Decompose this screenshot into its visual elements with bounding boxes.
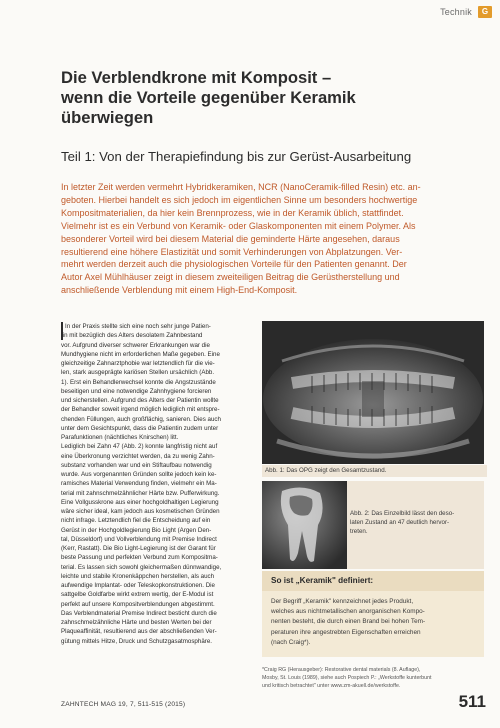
lead-line: Autor Axel Mühlhäuser zeigt in diesem zweiteiligen Beitrag die Gerüstherstellung und	[61, 272, 400, 283]
journal-citation: ZAHNTECH MAG 19, 7, 511-515 (2015)	[61, 701, 186, 708]
body-line: vor. Aufgrund diverser schwerer Erkrankungen war die	[61, 341, 210, 349]
body-line: 1). Erst ein Behandlerwechsel konnte die Angstzustände	[61, 378, 216, 386]
body-text-column	[61, 322, 257, 646]
info-box-title: So ist „Keramik" definiert:	[271, 576, 374, 585]
info-line: (nach Craig*).	[271, 638, 311, 646]
body-line: Das Verblendmaterial Premise Indirect besticht durch die	[61, 609, 217, 617]
info-box-text	[271, 597, 479, 648]
body-line: Plaqueaffinität, resultierend aus der abschließenden Ver-	[61, 628, 217, 636]
figure-tooth-xray	[262, 481, 347, 569]
lead-line: resultierend eine höhere Elastizität und somit Verhinderungen von Abplatzungen. Ver-	[61, 246, 403, 257]
lead-line: besonderer Vorteil wird bei diesem Material die geminderte Härte angesehen, daraus	[61, 233, 400, 244]
figure-opg-xray	[262, 321, 484, 464]
body-line: Parafunktionen (nächtliches Knirschen) litt.	[61, 434, 179, 441]
opg-xray-image	[262, 321, 484, 464]
body-line: gleichzeitige Zahnarztphobie war letztendlich für die vie-	[61, 360, 215, 367]
body-line: (Kerr, Rastatt). Die Bio Light-Legierung ist der Garant für	[61, 545, 216, 552]
lead-line: In letzter Zeit werden vermehrt Hybridkeramiken, NCR (NanoCeramik-filled Resin) etc. an-	[61, 182, 421, 192]
lead-line: geboten. Hierbei handelt es sich jedoch im eigentlichen Sinne um besonders hochwertige	[61, 194, 418, 205]
body-line: perfekt auf unsere Kompositverblendungen abgestimmt.	[61, 600, 215, 608]
footnote-line: und kritisch betrachtet" unter www.zm-akuell.de/werkstoffe.	[262, 683, 401, 689]
body-line: beste Passung und perfekten Verbund zum Kompositma-	[61, 554, 218, 562]
info-line: peraturen ihre angestrebten Eigenschaften erreichen	[271, 628, 421, 636]
lead-line: Vielmehr ist es ein Verbund von Keramik- oder Glaskomponenten mit einem Polymer. Als	[61, 220, 416, 231]
body-line: wurde. Aus vorgenannten Gründen sollte jedoch kein ke-	[61, 471, 217, 478]
body-line: In der Praxis stellte sich eine noch sehr junge Patien-	[65, 323, 211, 330]
body-line: Lediglich bei Zahn 47 (Abb. 2) konnte langfristig nicht auf	[61, 443, 218, 451]
page-number: 511	[458, 692, 486, 711]
body-line: tal, Düsseldorf) und Vollverblendung mit Premise Indirect	[61, 535, 217, 543]
title-line: überwiegen	[61, 108, 154, 127]
body-line: chenden Füllungen, auch großflächig, sanieren. Dies auch	[61, 415, 221, 423]
body-line: terial. Es lassen sich sowohl gleichermaßen dünnwandige,	[61, 563, 222, 571]
body-line: Mundhygiene nicht im erforderlichen Maße gegeben. Eine	[61, 350, 220, 358]
body-line: unter dem Gesichtspunkt, dass die Patientin zudem unter	[61, 424, 219, 432]
lead-line: anschließende Verblendung mit einem High-End-Komposit.	[61, 285, 298, 296]
section-tab-icon: G	[478, 6, 492, 18]
body-line: beseitigen und eine notwendige Zahnhygiene forcieren	[61, 387, 212, 395]
body-line: aufwendige Implantat- oder Teleskopkonstruktionen. Die	[61, 582, 215, 589]
lead-line: mehrt werden derzeit auch die physiologischen Vorteile für den Patienten genannt. Der	[61, 259, 407, 270]
body-line: nicht infrage. Letztendlich fiel die Entscheidung auf ein	[61, 517, 211, 525]
body-line: der Behandler soweit irgend möglich lediglich mit entspre-	[61, 406, 220, 414]
info-line: Der Begriff „Keramik" kennzeichnet jedes Produkt,	[271, 598, 414, 605]
body-line: eine Überkronung verzichtet werden, da zu wenig Zahn-	[61, 452, 215, 460]
body-line: wäre sicher ideal, kam jedoch aus kosmetischen Gründen	[61, 508, 220, 515]
body-line: sattgelbe Goldfarbe wirkt extrem wertig, der E-Modul ist	[61, 591, 214, 599]
article-title	[61, 68, 481, 128]
lead-line: Kompositmaterialien, da hier kein Brennprozess, wie in der Keramik üblich, stattfindet.	[61, 207, 404, 218]
body-line: leichte und stabile Kronenkäppchen herstellen, als auch	[61, 572, 215, 580]
body-line: ramisches Material Verwendung finden, vielmehr ein Ma-	[61, 480, 217, 488]
body-line: zahnschmelzähnliche Härte und besten Werten bei der	[61, 619, 212, 626]
tooth-xray-image	[262, 481, 347, 569]
section-header	[440, 6, 492, 18]
body-line: terial mit zahnschmelzähnlicher Härte bzw. Pufferwirkung.	[61, 489, 220, 497]
figure2-caption	[350, 509, 480, 536]
body-line: und sicherstellen. Aufgrund des Alters der Patientin wollte	[61, 397, 219, 404]
lead-paragraph	[61, 181, 481, 297]
body-line: Eine Vollgusskrone aus einer hochgoldhaltigen Legierung	[61, 498, 219, 506]
body-line: substanz vorhanden war und ein Stiftaufbau notwendig	[61, 461, 212, 469]
article-subtitle: Teil 1: Von der Therapiefindung bis zur Gerüst-Ausarbeitung	[61, 149, 412, 164]
info-line: welches aus nichtmetallischen anorganischen Kompo-	[271, 608, 425, 616]
body-line: tin mit bezüglich des Alters desolatem Zahnbestand	[61, 332, 203, 340]
info-line: nenten besteht, die durch einen Brand bei hohen Tem-	[271, 618, 426, 626]
figure1-caption: Abb. 1: Das OPG zeigt den Gesamtzustand.	[262, 465, 487, 477]
footnote	[262, 666, 487, 690]
body-line: len, stark ausgeprägte kariösen Stellen ursächlich (Abb.	[61, 369, 215, 377]
footnote-line: *Craig RG (Herausgeber): Restorative dental materials (8. Auflage),	[262, 667, 421, 673]
section-label: Technik	[440, 7, 472, 17]
footnote-line: Mosby, St. Louis (1989), siehe auch Pospiech P.: „Werkstoffe kunterbunt	[262, 675, 432, 681]
title-line: wenn die Vorteile gegenüber Keramik	[61, 88, 356, 107]
caption-line: Abb. 2: Das Einzelbild lässt den deso-	[350, 510, 455, 517]
caption-line: laten Zustand an 47 deutlich hervor-	[350, 519, 450, 526]
caption-line: treten.	[350, 528, 368, 535]
body-line: gütung mittels Hitze, Druck und Schutzgasatmosphäre.	[61, 637, 212, 645]
body-line: Gerüst in der Hochgoldlegierung Bio Light (Argen Den-	[61, 526, 212, 534]
title-line: Die Verblendkrone mit Komposit –	[61, 68, 332, 87]
